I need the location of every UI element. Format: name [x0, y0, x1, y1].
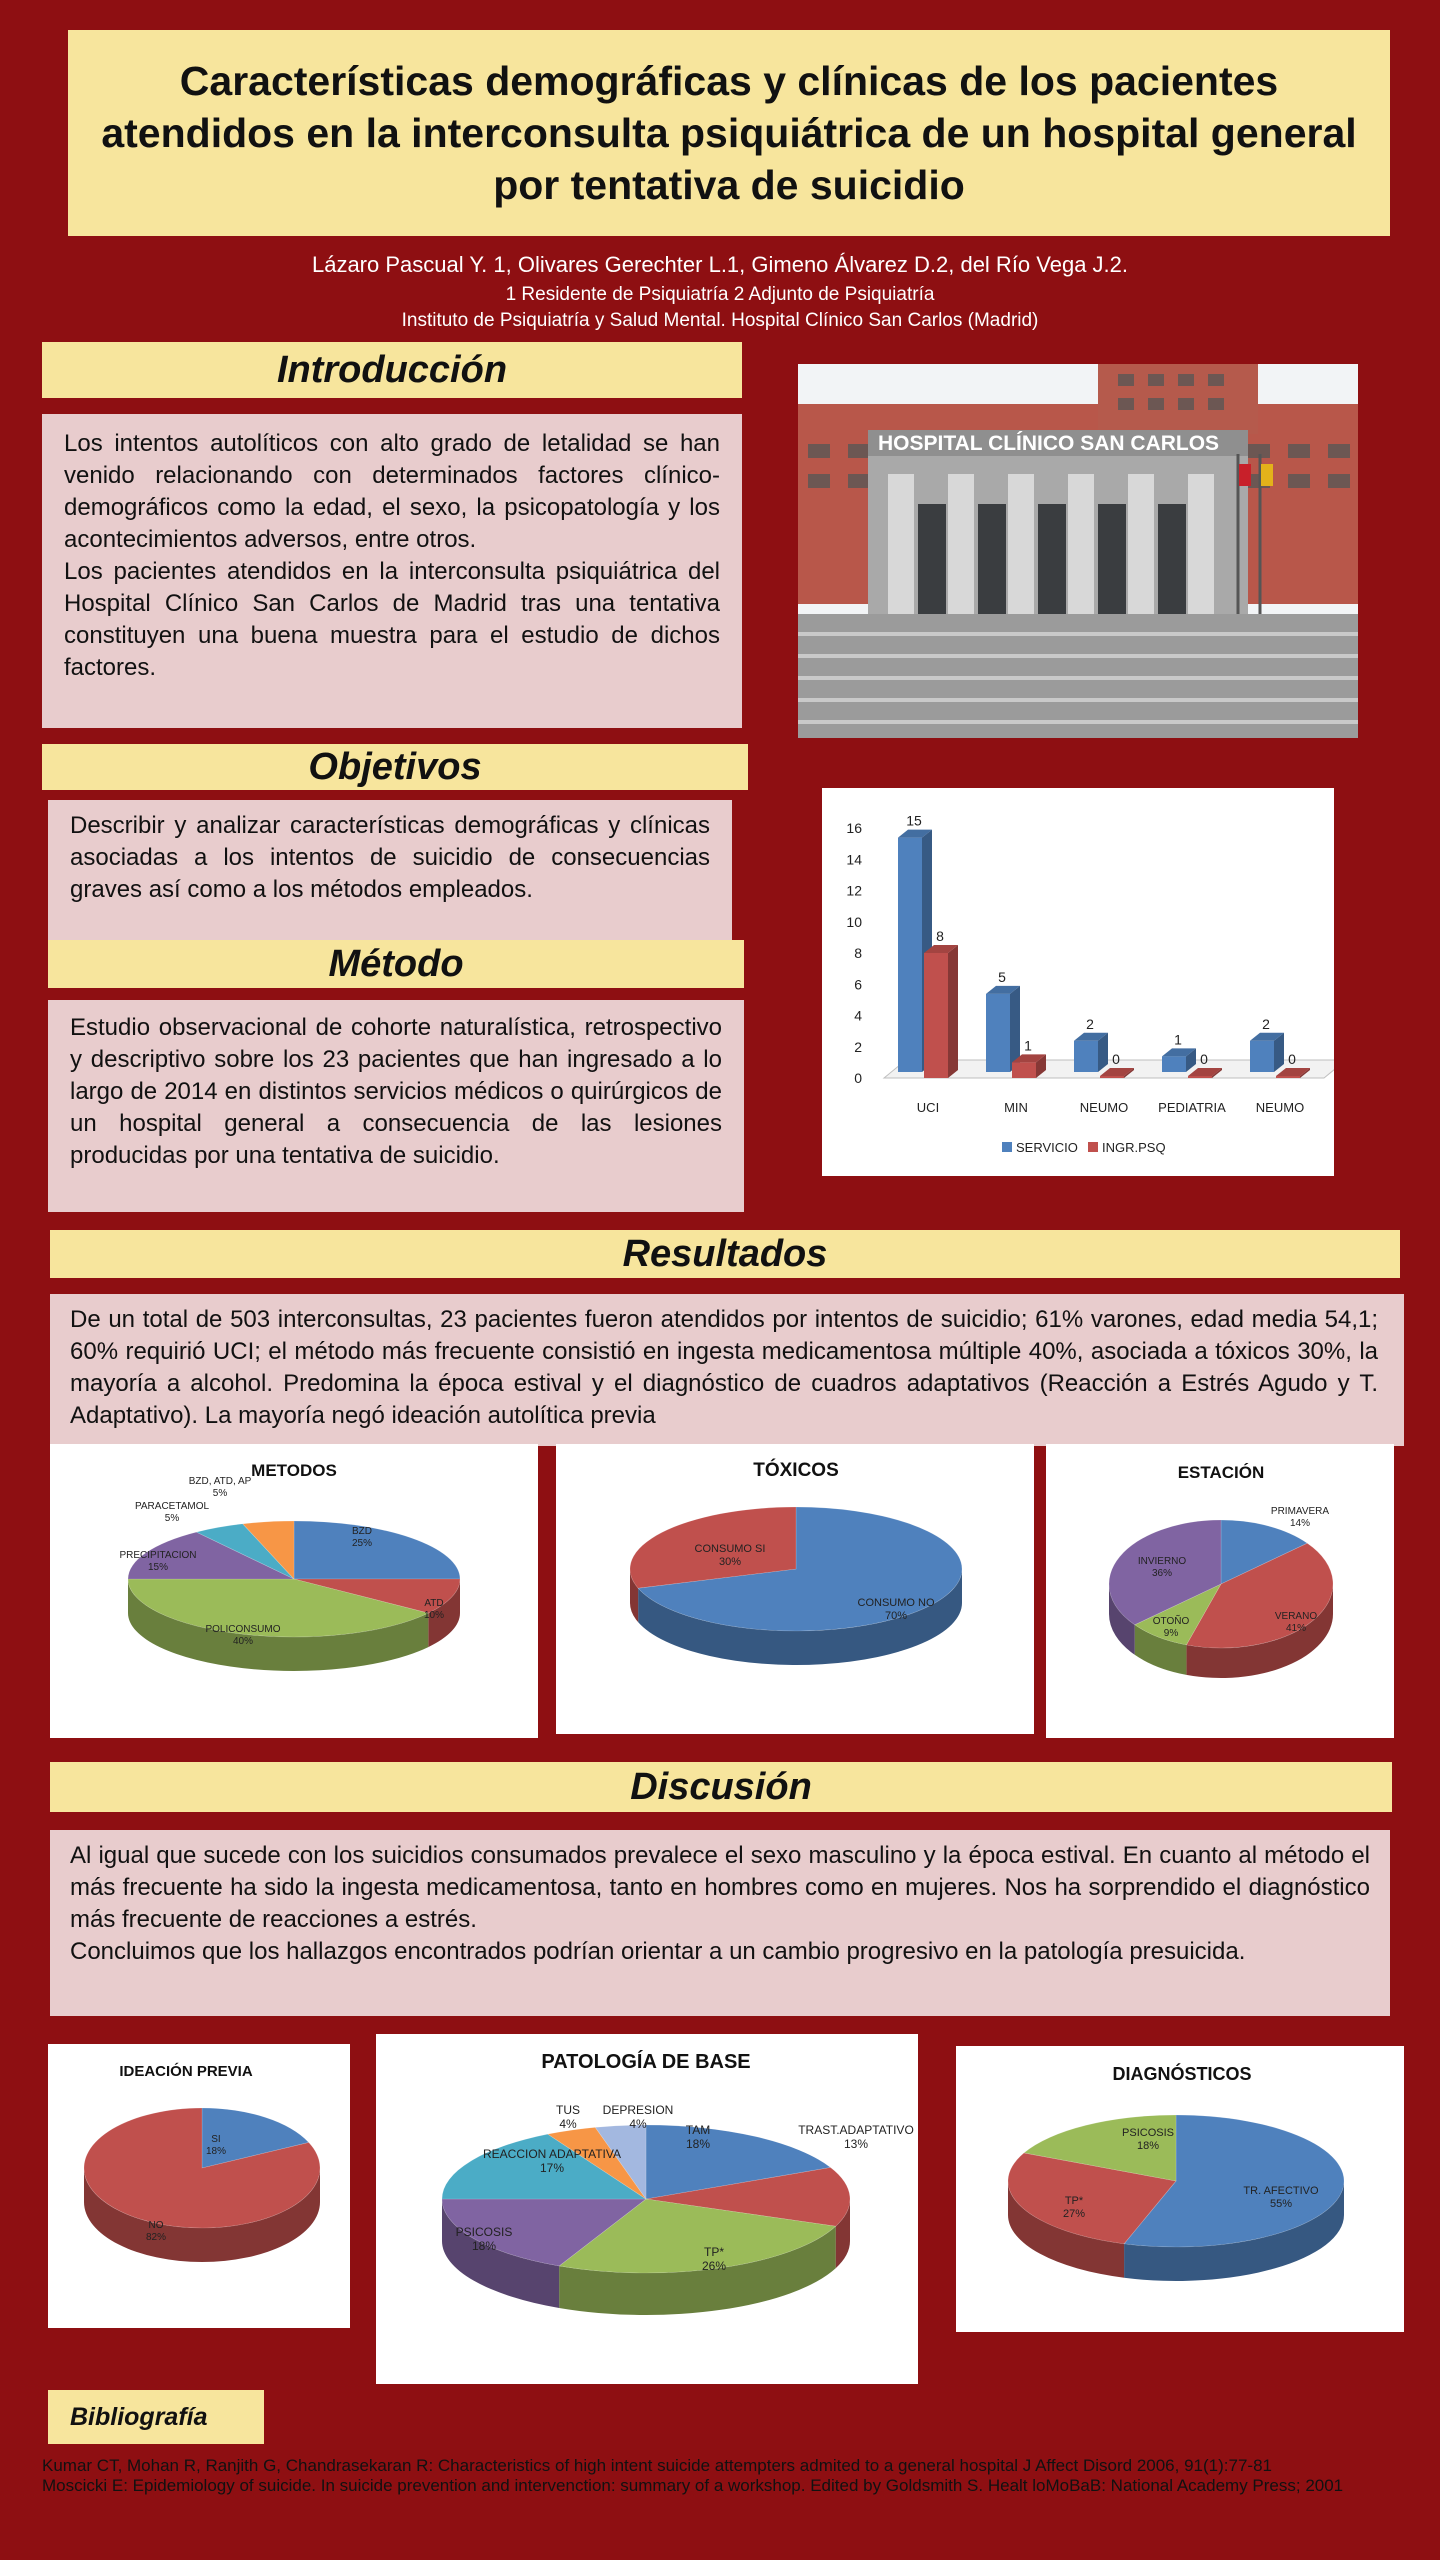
data-label: 2: [1262, 1015, 1270, 1032]
authors-roles: 1 Residente de Psiquiatría 2 Adjunto de Psiquiatría: [505, 284, 935, 305]
slice-value: 70%: [884, 1610, 908, 1622]
discusion-paragraph-2: Concluimos que los hallazgos encontrados podrían orientar a un cambio progresivo en la patología presuicida.: [70, 1938, 1246, 1965]
intro-paragraph-1: Los intentos autolíticos con alto grado de letalidad se han venido relacionando con determinados factores clínico-demográficos como la edad, el sexo, la psicopatología y los acontecimientos adversos, entre otros.: [64, 430, 720, 553]
intro-paragraph-2: Los pacientes atendidos en la interconsulta psiquiátrica del Hospital Clínico San Carlos de Madrid tras una tentativa constituyen una buena muestra para el estudio de dichos factores.: [64, 558, 720, 681]
pie-label: [556, 2103, 580, 2131]
metodos-pie-chart: [50, 1444, 538, 1738]
y-tick-label: 8: [854, 945, 862, 961]
data-label: 0: [1112, 1051, 1120, 1067]
slice-label: CONSUMO SI: [694, 1543, 766, 1555]
pie-slice-bzd: [294, 1521, 460, 1579]
slice-value: 18%: [685, 2137, 711, 2151]
slice-label: TUS: [556, 2103, 580, 2117]
x-tick-label: UCI: [916, 1100, 940, 1115]
slice-label: BZD: [352, 1526, 372, 1537]
bar-servicio-0: [898, 838, 922, 1072]
data-label: 2: [1086, 1015, 1094, 1032]
objetivos-text: Describir y analizar características demográficas y clínicas asociadas a los intentos de suicidio de consecuencias graves así como a los métodos empleados.: [48, 800, 732, 940]
chart-title: ESTACIÓN: [1177, 1463, 1265, 1482]
slice-label: NO: [148, 2220, 164, 2231]
metodo-text: Estudio observacional de cohorte naturalística, retrospectivo y descriptivo sobre los 23 pacientes que han ingresado a lo largo de 2014 en distintos servicios médicos o quirúrgicos de un hospital general a consecuencia de las lesiones producidas por una tentativa de suicidio.: [48, 1000, 744, 1212]
bar-ingrpsq-0: [924, 953, 948, 1078]
bar-servicio-1: [986, 994, 1010, 1072]
slice-value: 26%: [701, 2259, 727, 2273]
slice-value: 13%: [843, 2137, 869, 2151]
y-tick-label: 14: [846, 851, 862, 868]
bibliografia-list: [42, 2456, 1422, 2496]
legend-swatch: [1002, 1142, 1012, 1152]
chart-title: TÓXICOS: [753, 1460, 839, 1481]
slice-value: 15%: [147, 1562, 169, 1573]
slice-label: PARACETAMOL: [134, 1501, 210, 1512]
slice-value: 9%: [1163, 1628, 1179, 1639]
slice-label: TR. AFECTIVO: [1243, 2185, 1319, 2197]
bar-side: [948, 945, 958, 1078]
x-tick-label: PEDIATRIA: [1158, 1100, 1226, 1115]
pie-label: [146, 2220, 166, 2243]
pie-label: [135, 1501, 210, 1524]
hospital-photo: [798, 364, 1358, 738]
y-tick-label: 12: [846, 882, 862, 899]
slice-label: VERANO: [1274, 1611, 1318, 1622]
x-tick-label: MIN: [1004, 1100, 1028, 1115]
authors-institution: Instituto de Psiquiatría y Salud Mental. Hospital Clínico San Carlos (Madrid): [401, 310, 1039, 331]
pie-label: [1063, 2195, 1085, 2220]
slice-label: PRECIPITACION: [119, 1550, 197, 1561]
discusion-paragraph-1: Al igual que sucede con los suicidios consumados prevalece el sexo masculino y la época estival. En cuanto al método el más frecuente ha sido la ingesta medicamentosa, tanto en hombres como en mujeres. Nos ha sorprendido el diagnóstico más frecuente de reacciones a estrés.: [70, 1842, 1370, 1933]
slice-value: 18%: [205, 2146, 227, 2157]
resultados-text: De un total de 503 interconsultas, 23 pacientes fueron atendidos por intentos de suicidio; 61% varones, edad media 54,1; 60% requirió UCI; el método más frecuente consistió en ingesta medicamentosa múltiple 40%, asociada a tóxicos 30%, la mayoría a alcohol. Predomina la época estival y el diagnóstico de cuadros adaptativos (Reacción a Estrés Agudo y T. Adaptativo). La mayoría negó ideación autolítica previa: [50, 1294, 1404, 1446]
y-tick-label: 6: [854, 976, 862, 993]
slice-label: PRIMAVERA: [1270, 1506, 1330, 1517]
reference-2: Moscicki E: Epidemiology of suicide. In suicide prevention and intervenction: summary of a workshop. Edited by Goldsmith S. Healt loMoBaB: National Academy Press; 2001: [42, 2476, 1344, 2495]
discusion-heading: Discusión: [50, 1762, 1392, 1812]
bar-ingrpsq-2: [1100, 1076, 1124, 1078]
x-tick-label: NEUMO: [1255, 1100, 1305, 1115]
poster-title: Características demográficas y clínicas de los pacientes atendidos en la interconsulta psiquiátrica de un hospital general por tentativa de suicidio: [101, 58, 1357, 208]
slice-value: 4%: [629, 2117, 647, 2131]
slice-value: 18%: [1136, 2140, 1160, 2152]
resultados-heading: Resultados: [50, 1230, 1400, 1278]
bar-ingrpsq-4: [1276, 1076, 1300, 1078]
slice-value: 14%: [1289, 1518, 1311, 1529]
slice-label: TAM: [685, 2123, 711, 2137]
x-tick-label: NEUMO: [1079, 1100, 1129, 1115]
data-label: 1: [1174, 1031, 1182, 1048]
pie-label: [189, 1476, 252, 1499]
chart-title: DIAGNÓSTICOS: [1112, 2064, 1252, 2084]
slice-value: 17%: [539, 2161, 565, 2175]
slice-label: OTOÑO: [1152, 1616, 1190, 1627]
data-label: 0: [1288, 1051, 1296, 1067]
slice-label: TP*: [703, 2245, 725, 2259]
slice-value: 18%: [471, 2239, 497, 2253]
slice-value: 82%: [145, 2232, 167, 2243]
y-tick-label: 16: [846, 820, 862, 836]
slice-value: 41%: [1285, 1623, 1307, 1634]
patologia-pie-chart: [376, 2034, 918, 2384]
hospital-sign-text: HOSPITAL CLÍNICO SAN CARLOS: [878, 432, 1220, 455]
ideacion-pie-chart: [48, 2044, 350, 2328]
pie-label: [424, 1598, 444, 1621]
metodo-heading: Método: [48, 940, 744, 988]
data-label: 1: [1024, 1037, 1032, 1054]
data-label: 15: [906, 812, 922, 829]
slice-label: POLICONSUMO: [205, 1624, 281, 1635]
y-tick-label: 2: [854, 1038, 862, 1055]
slice-label: SI: [211, 2134, 221, 2145]
pie-label: [798, 2123, 914, 2151]
slice-label: PSICOSIS: [1122, 2127, 1174, 2139]
chart-title: PATOLOGÍA DE BASE: [541, 2051, 751, 2073]
pie-label: [1271, 1506, 1329, 1529]
bar-servicio-2: [1074, 1041, 1098, 1072]
slice-label: CONSUMO NO: [857, 1597, 935, 1609]
bar-servicio-4: [1250, 1041, 1274, 1072]
slice-label: PSICOSIS: [455, 2225, 513, 2239]
legend-label: SERVICIO: [1016, 1140, 1078, 1155]
objetivos-heading: Objetivos: [42, 744, 748, 790]
slice-value: 30%: [718, 1556, 742, 1568]
slice-value: 5%: [212, 1488, 228, 1499]
poster-title-box: [68, 30, 1390, 236]
diagnosticos-pie-chart: [956, 2046, 1404, 2332]
slice-label: ATD: [424, 1598, 444, 1609]
data-label: 8: [936, 928, 944, 944]
bibliografia-heading: Bibliografía: [48, 2390, 264, 2444]
pie-label: [686, 2123, 711, 2151]
slice-value: 36%: [1151, 1568, 1173, 1579]
slice-label: INVIERNO: [1137, 1556, 1187, 1567]
intro-heading: Introducción: [42, 342, 742, 398]
reference-1: Kumar CT, Mohan R, Ranjith G, Chandrasekaran R: Characteristics of high intent suicide attempters admited to a general hospital J Affect Disord 2006, 91(1):77-81: [42, 2456, 1272, 2475]
toxicos-pie-chart: [556, 1444, 1034, 1734]
chart-title: METODOS: [251, 1461, 337, 1480]
slice-value: 10%: [423, 1610, 445, 1621]
data-label: 5: [998, 968, 1006, 985]
bar-ingrpsq-1: [1012, 1062, 1036, 1078]
slice-value: 40%: [232, 1636, 254, 1647]
bar-servicio-3: [1162, 1056, 1186, 1072]
authors-line: Lázaro Pascual Y. 1, Olivares Gerechter L.1, Gimeno Álvarez D.2, del Río Vega J.2.: [311, 252, 1129, 277]
data-label: 0: [1200, 1051, 1208, 1067]
slice-value: 55%: [1269, 2198, 1293, 2210]
slice-label: TP*: [1064, 2195, 1084, 2207]
bar-ingrpsq-3: [1188, 1076, 1212, 1078]
y-tick-label: 4: [854, 1007, 862, 1024]
slice-value: 25%: [351, 1538, 373, 1549]
slice-value: 4%: [559, 2117, 577, 2131]
y-tick-label: 10: [846, 913, 862, 930]
legend-swatch: [1088, 1142, 1098, 1152]
slice-label: BZD, ATD, AP: [188, 1476, 252, 1487]
servicio-bar-chart: [822, 788, 1334, 1176]
legend-label: INGR.PSQ: [1102, 1140, 1166, 1155]
slice-value: 27%: [1062, 2208, 1086, 2220]
slice-label: TRAST.ADAPTATIVO: [798, 2123, 914, 2137]
pie-label: [702, 2245, 726, 2273]
y-tick-label: 0: [854, 1070, 862, 1086]
intro-text-box: [42, 414, 742, 728]
slice-value: 5%: [164, 1513, 180, 1524]
pie-label: [352, 1526, 372, 1549]
estacion-pie-chart: [1046, 1444, 1394, 1738]
chart-title: IDEACIÓN PREVIA: [119, 2063, 253, 2080]
slice-label: REACCION ADAPTATIVA: [482, 2147, 622, 2161]
slice-label: DEPRESION: [602, 2103, 674, 2117]
discusion-text-box: [50, 1830, 1390, 2016]
